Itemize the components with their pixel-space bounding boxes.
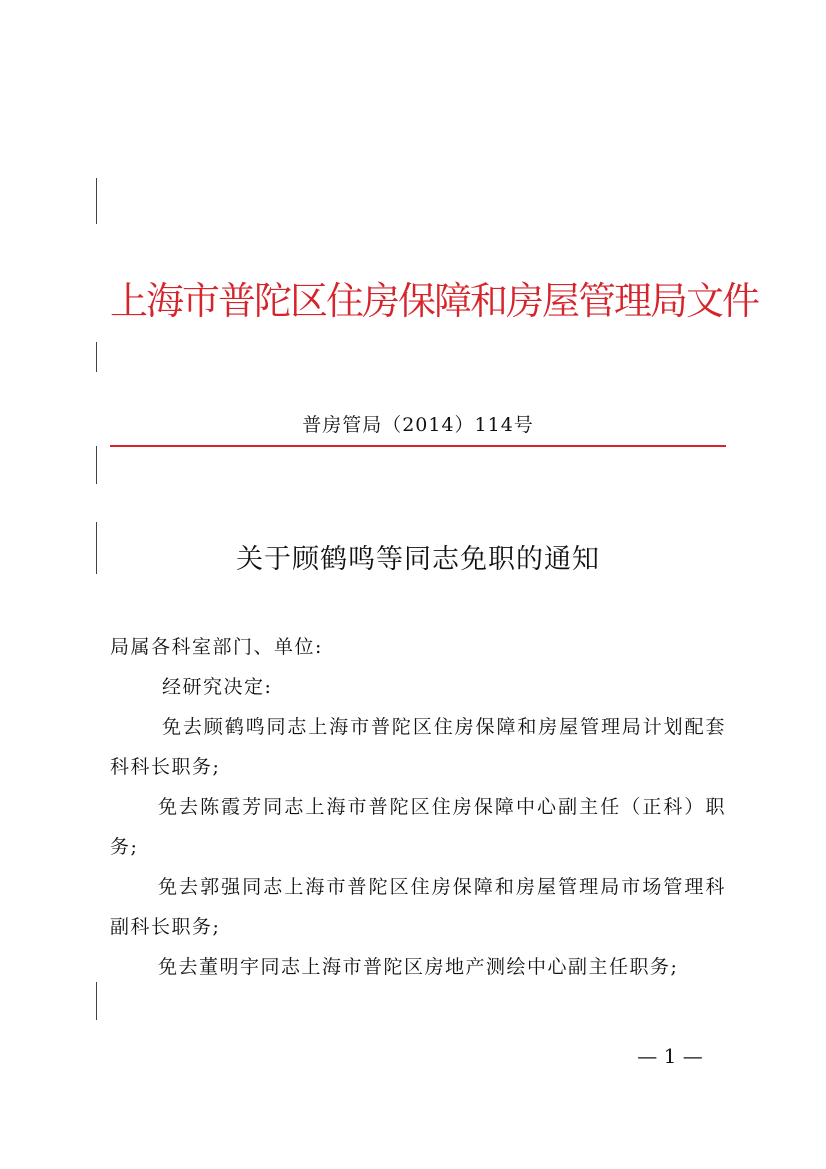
- binding-margin-mark: [96, 178, 97, 224]
- dismissal-item: 免去郭强同志上海市普陀区住房保障和房屋管理局市场管理科副科长职务;: [110, 876, 726, 938]
- binding-margin-mark: [96, 342, 97, 372]
- page-number: — 1 —: [637, 1044, 703, 1068]
- issuing-authority-title: 上海市普陀区住房保障和房屋管理局文件: [110, 279, 759, 323]
- binding-margin-mark: [96, 982, 97, 1020]
- salutation: 局属各科室部门、单位:: [110, 636, 323, 658]
- red-separator-line: [110, 445, 726, 447]
- decision-line: 经研究决定:: [162, 676, 273, 698]
- dismissal-item: 免去董明宇同志上海市普陀区房地产测绘中心副主任职务;: [158, 956, 679, 978]
- document-body: [110, 627, 726, 987]
- dismissal-item: 免去陈霞芳同志上海市普陀区住房保障中心副主任（正科）职务;: [110, 796, 726, 858]
- binding-margin-mark: [96, 446, 97, 484]
- document-number: 普房管局（2014）114号: [302, 414, 534, 436]
- notice-title: 关于顾鹤鸣等同志免职的通知: [236, 544, 600, 575]
- binding-margin-mark: [96, 522, 97, 574]
- dismissal-item: 免去顾鹤鸣同志上海市普陀区住房保障和房屋管理局计划配套科科长职务;: [110, 716, 726, 778]
